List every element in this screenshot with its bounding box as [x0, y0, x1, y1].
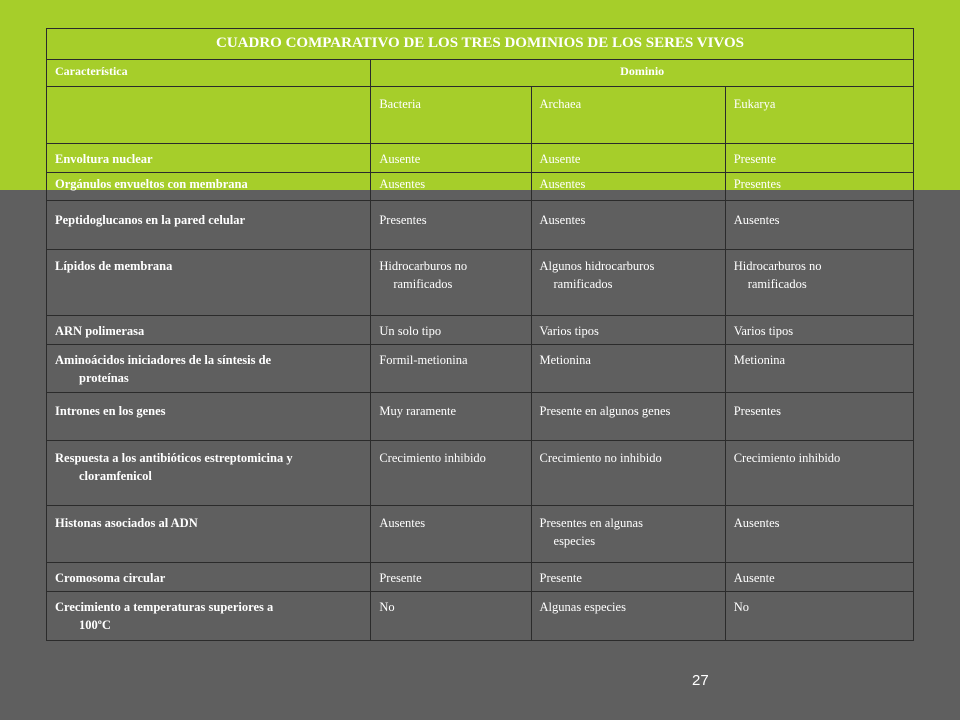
- cell-text: Presente: [379, 570, 422, 585]
- cell-archaea: [531, 173, 725, 201]
- cell-text: Muy raramente: [379, 403, 457, 418]
- domains-row: [47, 87, 914, 144]
- cell-bacteria: [371, 505, 531, 562]
- cell-bacteria: [371, 392, 531, 440]
- table-row: [47, 562, 914, 591]
- row-label-text: Respuesta a los antibióticos estreptomicina y: [55, 450, 293, 465]
- table-title-row: [47, 29, 914, 60]
- row-label-continuation: 100ºC: [79, 617, 111, 632]
- cell-eukarya: [725, 316, 913, 345]
- cell-eukarya: [725, 562, 913, 591]
- cell-text: Ausente: [379, 152, 421, 166]
- row-label: [47, 392, 371, 440]
- cell-eukarya: [725, 392, 913, 440]
- cell-bacteria: [371, 144, 531, 173]
- cell-archaea: [531, 505, 725, 562]
- page-number: 27: [692, 672, 709, 689]
- row-label: [47, 316, 371, 345]
- table-row: [47, 250, 914, 316]
- cell-text: Metionina: [539, 353, 591, 368]
- cell-eukarya: [725, 201, 913, 250]
- row-label-continuation: proteínas: [79, 371, 129, 386]
- row-label: [47, 173, 371, 201]
- cell-eukarya: [725, 250, 913, 316]
- cell-text: Ausente: [733, 570, 775, 585]
- table-row: [47, 173, 914, 201]
- cell-text: Un solo tipo: [379, 324, 442, 339]
- cell-text: Presente: [539, 570, 582, 585]
- cell-text: Formil-metionina: [379, 353, 468, 368]
- table-row: [47, 505, 914, 562]
- cell-text: Presentes: [733, 177, 781, 192]
- row-label-text: Envoltura nuclear: [55, 152, 153, 166]
- table-row: [47, 201, 914, 250]
- row-label: [47, 144, 371, 173]
- cell-text: Presentes: [379, 213, 427, 228]
- cell-text: Metionina: [733, 353, 786, 368]
- cell-text: Ausentes: [539, 177, 586, 192]
- cell-eukarya: [725, 505, 913, 562]
- cell-text: Crecimiento no inhibido: [539, 450, 662, 465]
- row-label: [47, 505, 371, 562]
- cell-archaea: [531, 440, 725, 505]
- cell-eukarya: [725, 144, 913, 173]
- cell-text: Ausentes: [539, 213, 586, 228]
- cell-text: Hidrocarburos no: [733, 259, 822, 274]
- row-label: [47, 591, 371, 640]
- cell-archaea: [531, 392, 725, 440]
- row-label: [47, 345, 371, 392]
- cell-bacteria: [371, 316, 531, 345]
- cell-bacteria: [371, 562, 531, 591]
- row-label: [47, 562, 371, 591]
- cell-archaea: [531, 201, 725, 250]
- cell-text: Ausentes: [379, 177, 426, 192]
- row-label: [47, 250, 371, 316]
- table-title: CUADRO COMPARATIVO DE LOS TRES DOMINIOS DE LOS SERES VIVOS: [47, 29, 914, 60]
- cell-text-continuation: ramificados: [393, 277, 453, 292]
- cell-text: Hidrocarburos no: [379, 259, 468, 274]
- cell-bacteria: [371, 173, 531, 201]
- cell-text: Presentes en algunas: [539, 515, 643, 530]
- row-label-text: ARN polimerasa: [55, 324, 145, 339]
- row-label-text: Crecimiento a temperaturas superiores a: [55, 599, 274, 614]
- cell-text: No: [379, 599, 395, 614]
- table-body: [47, 144, 914, 641]
- cell-text: Ausentes: [733, 515, 780, 530]
- cell-text-continuation: especies: [553, 533, 596, 548]
- cell-eukarya: [725, 440, 913, 505]
- cell-text-continuation: ramificados: [747, 277, 807, 292]
- cell-text: Crecimiento inhibido: [733, 450, 841, 465]
- cell-text-continuation: ramificados: [553, 277, 613, 292]
- cell-bacteria: [371, 250, 531, 316]
- cell-eukarya: [725, 591, 913, 640]
- cell-eukarya: [725, 345, 913, 392]
- table-row: [47, 392, 914, 440]
- row-label-continuation: cloramfenicol: [79, 468, 152, 483]
- cell-text: Presente: [733, 152, 777, 166]
- cell-bacteria: [371, 201, 531, 250]
- table-row: [47, 591, 914, 640]
- row-label: [47, 201, 371, 250]
- table-row: [47, 440, 914, 505]
- cell-text: Ausentes: [733, 213, 780, 228]
- cell-archaea: [531, 562, 725, 591]
- domain-bacteria: Bacteria: [371, 87, 531, 144]
- cell-bacteria: [371, 345, 531, 392]
- table-header-row: [47, 60, 914, 87]
- cell-text: Varios tipos: [733, 324, 794, 339]
- cell-text: Varios tipos: [539, 324, 599, 339]
- table-row: [47, 316, 914, 345]
- cell-text: No: [733, 599, 749, 614]
- cell-archaea: [531, 316, 725, 345]
- cell-text: Ausentes: [379, 515, 426, 530]
- domains-row-empty-cell: [47, 87, 371, 144]
- table-row: [47, 345, 914, 392]
- domain-archaea: Archaea: [531, 87, 725, 144]
- cell-text: Presente en algunos genes: [539, 403, 671, 418]
- cell-bacteria: [371, 440, 531, 505]
- row-label-text: Peptidoglucanos en la pared celular: [55, 213, 246, 228]
- cell-archaea: [531, 250, 725, 316]
- cell-archaea: [531, 144, 725, 173]
- cell-archaea: [531, 591, 725, 640]
- row-label-text: Intrones en los genes: [55, 403, 166, 418]
- header-domain: Dominio: [371, 60, 914, 87]
- cell-text: Ausente: [539, 152, 581, 166]
- row-label-text: Histonas asociados al ADN: [55, 515, 198, 530]
- cell-text: Algunos hidrocarburos: [539, 259, 655, 274]
- cell-bacteria: [371, 591, 531, 640]
- cell-archaea: [531, 345, 725, 392]
- row-label-text: Orgánulos envueltos con membrana: [55, 177, 248, 192]
- comparison-table: [46, 28, 914, 641]
- cell-text: Crecimiento inhibido: [379, 450, 486, 465]
- cell-text: Algunas especies: [539, 599, 626, 614]
- table-row: [47, 144, 914, 173]
- row-label-text: Cromosoma circular: [55, 570, 166, 585]
- cell-eukarya: [725, 173, 913, 201]
- cell-text: Presentes: [733, 403, 781, 418]
- row-label-text: Aminoácidos iniciadores de la síntesis de: [55, 353, 272, 368]
- row-label-text: Lípidos de membrana: [55, 259, 173, 274]
- header-characteristic: Característica: [47, 60, 371, 87]
- domain-eukarya: Eukarya: [725, 87, 913, 144]
- row-label: [47, 440, 371, 505]
